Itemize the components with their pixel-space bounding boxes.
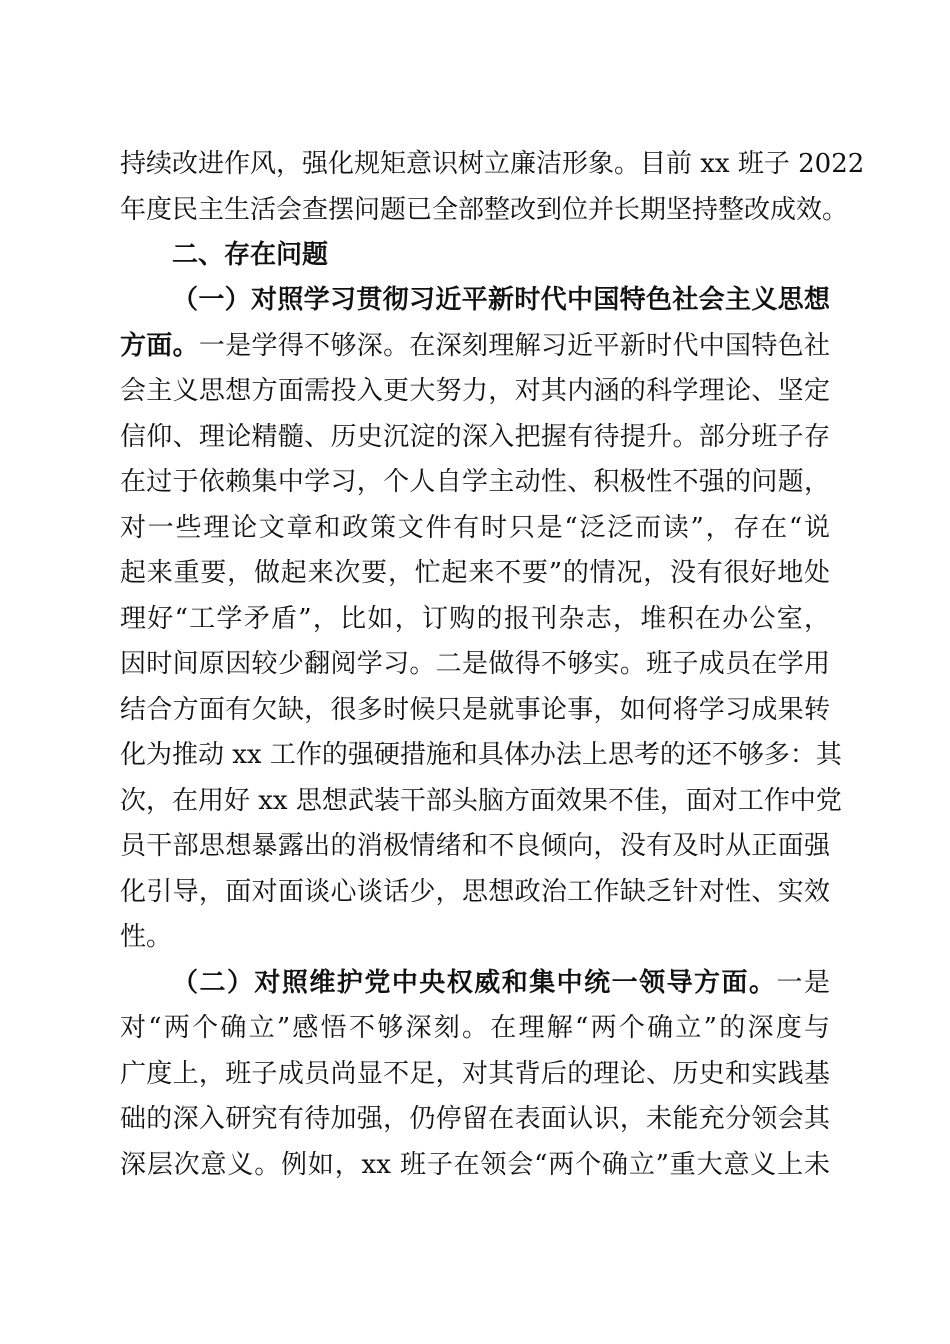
paragraph-line: 因时间原因较少翻阅学习。二是做得不够实。班子成员在学用	[120, 649, 830, 679]
paragraph-line: 化引导，面对面谈心谈话少，思想政治工作缺乏针对性、实效	[120, 877, 830, 907]
paragraph-text: 一是	[776, 968, 830, 998]
item1-heading-end: 方面。	[120, 331, 199, 361]
paragraph-line: 对一些理论文章和政策文件有时只是“泛泛而读”，存在“说	[120, 513, 830, 543]
item2-heading-line	[172, 963, 830, 1003]
paragraph-line: 年度民主生活会查摆问题已全部整改到位并长期坚持整改成效。	[120, 195, 849, 225]
paragraph-line: 会主义思想方面需投入更大努力，对其内涵的科学理论、坚定	[120, 376, 830, 406]
paragraph-line	[120, 326, 830, 366]
paragraph-line: 础的深入研究有待加强，仍停留在表面认识，未能充分领会其	[120, 1104, 830, 1134]
paragraph-line: 次，在用好 xx 思想武装干部头脑方面效果不佳，面对工作中党	[120, 786, 842, 816]
paragraph-line: 对“两个确立”感悟不够深刻。在理解“两个确立”的深度与	[120, 1013, 830, 1043]
paragraph-line: 化为推动 xx 工作的强硬措施和具体办法上思考的还不够多：其	[120, 740, 842, 770]
item2-heading: （二）对照维护党中央权威和集中统一领导方面。	[172, 968, 777, 998]
paragraph-line: 深层次意义。例如，xx 班子在领会“两个确立”重大意义上未	[120, 1150, 830, 1180]
paragraph-line: 在过于依赖集中学习，个人自学主动性、积极性不强的问题，	[120, 467, 830, 497]
paragraph-line: 起来重要，做起来次要，忙起来不要”的情况，没有很好地处	[120, 558, 830, 588]
item1-heading: （一）对照学习贯彻习近平新时代中国特色社会主义思想	[172, 285, 830, 315]
paragraph-line: 性。	[120, 922, 173, 952]
section-heading: 二、存在问题	[172, 240, 329, 270]
paragraph-line: 信仰、理论精髓、历史沉淀的深入把握有待提升。部分班子存	[120, 422, 830, 452]
paragraph-line: 结合方面有欠缺，很多时候只是就事论事，如何将学习成果转	[120, 695, 830, 725]
paragraph-line: 理好“工学矛盾”，比如，订购的报刊杂志，堆积在办公室，	[120, 604, 830, 634]
paragraph-line: 员干部思想暴露出的消极情绪和不良倾向，没有及时从正面强	[120, 831, 830, 861]
paragraph-line: 广度上，班子成员尚显不足，对其背后的理论、历史和实践基	[120, 1059, 830, 1089]
paragraph-line: 持续改进作风，强化规矩意识树立廉洁形象。目前 xx 班子 2022	[120, 149, 865, 179]
item1-heading-line	[172, 280, 830, 320]
paragraph-text: 一是学得不够深。在深刻理解习近平新时代中国特色社	[198, 331, 830, 361]
